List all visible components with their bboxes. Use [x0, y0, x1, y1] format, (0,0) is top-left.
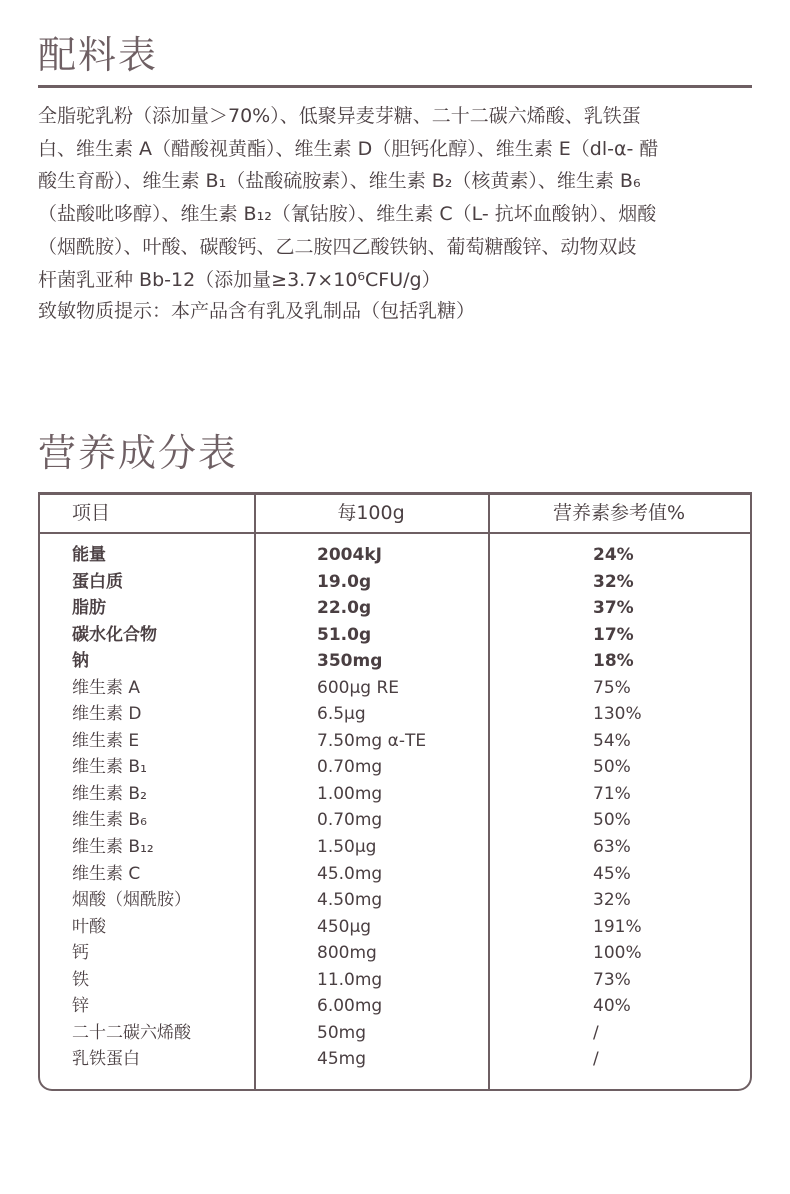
nutrition-title: 营养成分表	[38, 431, 239, 475]
table-row	[40, 781, 750, 808]
nutrient-name: 蛋白质	[72, 571, 123, 592]
per-100g-value: 1.50μg	[317, 837, 377, 858]
ingredients-title-rule	[38, 85, 752, 88]
allergen-notice: 致敏物质提示：本产品含有乳及乳制品（包括乳糖）	[38, 300, 476, 322]
per-100g-value: 600μg RE	[317, 677, 400, 698]
nrv-percent: 75%	[593, 677, 631, 698]
nutrient-name: 铁	[72, 969, 89, 990]
ingredients-title: 配料表	[38, 33, 159, 77]
nutrient-name: 钙	[72, 943, 89, 964]
table-row	[40, 1020, 750, 1047]
table-row	[40, 1046, 750, 1073]
table-row	[40, 728, 750, 755]
header-divider	[40, 532, 750, 534]
nutrient-name: 维生素 B₁₂	[72, 837, 154, 858]
nrv-percent: 100%	[593, 943, 642, 964]
ingredients-line: （烟酰胺）、叶酸、碳酸钙、乙二胺四乙酸铁钠、葡萄糖酸锌、动物双歧	[38, 235, 637, 258]
table-row	[40, 595, 750, 622]
per-100g-value: 50mg	[317, 1022, 366, 1043]
nutrient-name: 维生素 E	[72, 730, 140, 751]
table-row	[40, 622, 750, 649]
table-row	[40, 861, 750, 888]
nrv-percent: 32%	[593, 571, 634, 592]
per-100g-value: 51.0g	[317, 624, 372, 645]
ingredients-line: 酸生育酚）、维生素 B₁（盐酸硫胺素）、维生素 B₂（核黄素）、维生素 B₆	[38, 170, 641, 193]
nutrient-name: 钠	[72, 651, 89, 672]
nutrient-name: 能量	[72, 545, 106, 565]
table-row	[40, 967, 750, 994]
header-per-100g: 每100g	[337, 502, 405, 524]
nutrient-name: 烟酸（烟酰胺）	[72, 890, 191, 911]
table-row	[40, 754, 750, 781]
nrv-percent: /	[593, 1049, 599, 1070]
nrv-percent: 40%	[593, 996, 631, 1017]
nutrition-table	[38, 492, 752, 1091]
nutrient-name: 碳水化合物	[72, 624, 157, 645]
nutrient-name: 叶酸	[72, 916, 106, 937]
ingredients-list	[38, 100, 752, 296]
per-100g-value: 1.00mg	[317, 783, 383, 804]
per-100g-value: 0.70mg	[317, 757, 383, 778]
per-100g-value: 6.00mg	[317, 996, 383, 1017]
nrv-percent: 130%	[593, 704, 642, 725]
nutrient-name: 维生素 B₂	[72, 783, 147, 804]
nutrient-name: 维生素 D	[72, 704, 142, 725]
nrv-percent: 50%	[593, 757, 631, 778]
per-100g-value: 45mg	[317, 1049, 366, 1070]
table-row	[40, 701, 750, 728]
nutrient-name: 脂肪	[72, 598, 106, 619]
per-100g-value: 6.5μg	[317, 704, 366, 725]
nrv-percent: 32%	[593, 890, 631, 911]
nrv-percent: 191%	[593, 916, 642, 937]
nutrient-name: 锌	[72, 996, 89, 1017]
per-100g-value: 350mg	[317, 651, 383, 672]
nrv-percent: 63%	[593, 837, 631, 858]
nrv-percent: 71%	[593, 783, 631, 804]
nrv-percent: 37%	[593, 598, 634, 619]
nutrition-rows	[40, 542, 750, 1073]
nutrient-name: 维生素 C	[72, 863, 141, 884]
per-100g-value: 4.50mg	[317, 890, 383, 911]
nrv-percent: 17%	[593, 624, 634, 645]
table-row	[40, 834, 750, 861]
per-100g-value: 45.0mg	[317, 863, 383, 884]
table-row	[40, 569, 750, 596]
table-row	[40, 914, 750, 941]
table-row	[40, 887, 750, 914]
ingredients-line: 全脂驼乳粉（添加量＞70%）、低聚异麦芽糖、二十二碳六烯酸、乳铁蛋	[38, 105, 641, 127]
nutrient-name: 乳铁蛋白	[72, 1049, 140, 1070]
per-100g-value: 450μg	[317, 916, 372, 937]
table-row	[40, 940, 750, 967]
nutrient-name: 二十二碳六烯酸	[72, 1022, 191, 1043]
table-row	[40, 675, 750, 702]
table-row	[40, 542, 750, 569]
nrv-percent: 45%	[593, 863, 631, 884]
nrv-percent: 50%	[593, 810, 631, 831]
per-100g-value: 0.70mg	[317, 810, 383, 831]
per-100g-value: 22.0g	[317, 598, 372, 619]
header-nrv-percent: 营养素参考值%	[552, 502, 686, 524]
nrv-percent: 73%	[593, 969, 631, 990]
ingredients-line: 白、维生素 A（醋酸视黄酯）、维生素 D（胆钙化醇）、维生素 E（dl-α- 醋	[38, 137, 659, 160]
nrv-percent: 18%	[593, 651, 634, 672]
per-100g-value: 2004kJ	[317, 545, 382, 565]
per-100g-value: 11.0mg	[317, 969, 383, 990]
table-row	[40, 993, 750, 1020]
ingredients-line: 杆菌乳亚种 Bb-12（添加量≥3.7×10⁶CFU/g）	[38, 268, 441, 291]
ingredients-line: （盐酸吡哆醇）、维生素 B₁₂（氰钴胺）、维生素 C（L- 抗坏血酸钠）、烟酸	[38, 203, 657, 226]
per-100g-value: 800mg	[317, 943, 377, 964]
table-row	[40, 807, 750, 834]
nutrient-name: 维生素 B₆	[72, 810, 147, 831]
nutrient-name: 维生素 A	[72, 677, 141, 698]
nutrient-name: 维生素 B₁	[72, 757, 147, 778]
per-100g-value: 7.50mg α-TE	[317, 730, 427, 751]
nrv-percent: 24%	[593, 545, 634, 565]
nrv-percent: /	[593, 1022, 599, 1043]
header-item: 项目	[72, 502, 111, 524]
table-row	[40, 648, 750, 675]
nrv-percent: 54%	[593, 730, 631, 751]
per-100g-value: 19.0g	[317, 571, 372, 592]
